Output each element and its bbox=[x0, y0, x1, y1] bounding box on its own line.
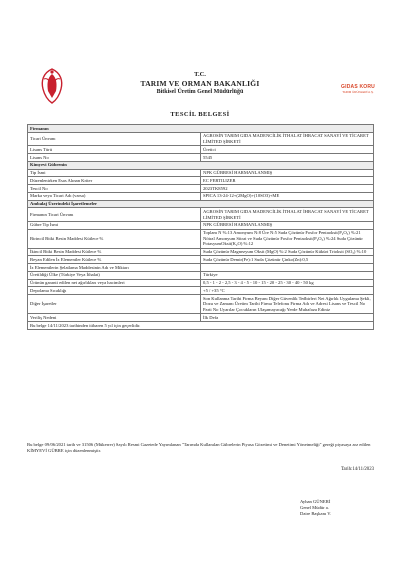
table-row bbox=[28, 248, 374, 256]
certificate-table bbox=[27, 124, 374, 330]
row-value: Son Kullanma Tarihi Firma Beyanı Diğer Güvenlik Tedbirleri Net Ağırlık Uygulama Şekli, Dozu ve Zamanı Üretim Tarihi Firma Telefonu Firma Adı ve Adresi Lisans ve Tescil No Parti No Uyarılar Çocukların Ulaşamayacağı Yerde Muhafaza Ediniz bbox=[201, 295, 374, 314]
row-label: Üretildiği Ülke (Türkiye Veya İthalat) bbox=[28, 271, 201, 279]
row-label: İz Elementlerin Şelatlama Maddesinin Adı ve Miktarı bbox=[28, 264, 201, 272]
validity-row bbox=[28, 321, 374, 329]
row-value: Türkiye bbox=[201, 271, 374, 279]
table-row bbox=[28, 271, 374, 279]
signatory-name: Ayhan GÜNERİ bbox=[300, 499, 331, 504]
section-heading: Firmanın bbox=[28, 125, 374, 133]
row-label: Ürünün garanti edilen net ağırlıkları veya hacimleri bbox=[28, 279, 201, 287]
table-row bbox=[28, 229, 374, 248]
table-row bbox=[28, 132, 374, 145]
footer-note: Bu belge 09/06/2021 tarih ve 31506 (Mükerrer) Sayılı Resmi Gazetede Yayımlanan "Tarımda Kullanılan Gübrelerin Piyasa Gözetimi ve Denetimi Yönetmeliği" gereği piyasaya arz edilen KİMYEVİ GÜBRE için düzenlenmiştir. bbox=[27, 442, 371, 453]
table-row bbox=[28, 153, 374, 161]
table-section-row bbox=[28, 200, 374, 208]
row-value: AGROSİN TARIM GIDA MADENCİLİK İTHALAT İHRACAT SANAYİ VE TİCARET LİMİTED ŞİRKETİ bbox=[201, 132, 374, 145]
table-section-row bbox=[28, 125, 374, 133]
section-heading: Ambalaj Üzerindeki İşaretlemeler bbox=[28, 200, 374, 208]
row-label: Gübre Tip İsmi bbox=[28, 221, 201, 229]
row-value: 2023TK8592 bbox=[201, 185, 374, 193]
table-row bbox=[28, 256, 374, 264]
row-value: İlk Defa bbox=[201, 314, 374, 322]
letterhead bbox=[0, 71, 400, 96]
section-heading: Kimyevi Gübrenin bbox=[28, 161, 374, 169]
company-logo-name: GIDAS KORU bbox=[341, 84, 375, 90]
row-value: Suda Çözünür Magnezyum Oksit (MgO) %:2 Suda Çözünür Kükürt Trioksit (SO₃) %:10 bbox=[201, 248, 374, 256]
table-row bbox=[28, 146, 374, 154]
row-label: Firmanın Ticari Ünvanı bbox=[28, 208, 201, 221]
row-label: Ticari Ünvanı bbox=[28, 132, 201, 145]
table-row bbox=[28, 177, 374, 185]
table-row bbox=[28, 279, 374, 287]
row-label: Düzenlenirken Esas Alınan Kriter bbox=[28, 177, 201, 185]
row-value: SPICA 13-24-12+(2MgO)+(10SO3)+ME bbox=[201, 192, 374, 200]
row-value: Üretici bbox=[201, 146, 374, 154]
row-value: +5 / +35 °C bbox=[201, 287, 374, 295]
row-label: Depolama Sıcaklığı bbox=[28, 287, 201, 295]
document-title: TESCİL BELGESİ bbox=[170, 111, 230, 118]
row-value: Suda Çözünür Demir(Fe):1 Suda Çözünür Çinko(Zn):0,5 bbox=[201, 256, 374, 264]
row-value: AGROSİN TARIM GIDA MADENCİLİK İTHALAT İHRACAT SANAYİ VE TİCARET LİMİTED ŞİRKETİ bbox=[201, 208, 374, 221]
table-row bbox=[28, 208, 374, 221]
signature-block bbox=[300, 499, 380, 517]
issue-date: Tarih:14/11/2023 bbox=[340, 467, 374, 472]
letterhead-line-2: TARIM VE ORMAN BAKANLIĞI bbox=[140, 79, 260, 88]
row-label: Veriliş Nedeni bbox=[28, 314, 201, 322]
signatory-title-2: Daire Başkanı V. bbox=[300, 511, 332, 516]
row-label: Lisans Türü bbox=[28, 146, 201, 154]
row-value: 0,5 - 1 - 2 - 2,5 - 3 - 4 - 5 - 10 - 15 - 20 - 25 - 30 - 40 - 50 kg bbox=[201, 279, 374, 287]
row-label: Tip İsmi bbox=[28, 169, 201, 177]
table-row bbox=[28, 169, 374, 177]
row-label: Marka veya Ticari Adı (varsa) bbox=[28, 192, 201, 200]
row-value: 5545 bbox=[201, 153, 374, 161]
table-row bbox=[28, 287, 374, 295]
table-section-row bbox=[28, 161, 374, 169]
row-label: Tescil No bbox=[28, 185, 201, 193]
company-logo-sub: TARIM ÜRÜNLERİ A.Ş. bbox=[342, 90, 374, 94]
row-label: Beyan Edilen İz Elementler Kütlece % bbox=[28, 256, 201, 264]
letterhead-line-1: T.C. bbox=[194, 71, 206, 78]
table-row bbox=[28, 221, 374, 229]
table-row bbox=[28, 295, 374, 314]
validity-text: Bu belge 14/11/2023 tarihinden itibaren 5 yıl için geçerlidir. bbox=[28, 321, 374, 329]
table-row bbox=[28, 192, 374, 200]
row-value: Toplam N %:13 Amonyum N:8 Üre N:5 Suda Çözünür Fosfor Pentaoksit(P₂O₅) %:21 Nötral Amonyum Sitrat ve Suda Çözünür Fosfor Pentaoksit(P₂O₅) %:24 Suda Çözünür PotasyumOksit(K₂O) %:12 bbox=[201, 229, 374, 248]
row-value bbox=[201, 264, 374, 272]
row-value: EC FERTILIZER bbox=[201, 177, 374, 185]
table-row bbox=[28, 314, 374, 322]
table-row bbox=[28, 185, 374, 193]
letterhead-line-3: Bitkisel Üretim Genel Müdürlüğü bbox=[156, 89, 244, 95]
row-label: İkincil Bitki Besin Maddesi Kütlece % bbox=[28, 248, 201, 256]
row-value: NPK GÜBRESİ HARMANLANMIŞ bbox=[201, 221, 374, 229]
signatory-title-1: Genel Müdür a. bbox=[300, 505, 329, 510]
row-label: Diğer İşaretler bbox=[28, 295, 201, 314]
table-row bbox=[28, 264, 374, 272]
row-label: Lisans No bbox=[28, 153, 201, 161]
row-value: NPK GÜBRESİ HARMANLANMIŞ bbox=[201, 169, 374, 177]
row-label: Birincil Bitki Besin Maddesi Kütlece % bbox=[28, 229, 201, 248]
